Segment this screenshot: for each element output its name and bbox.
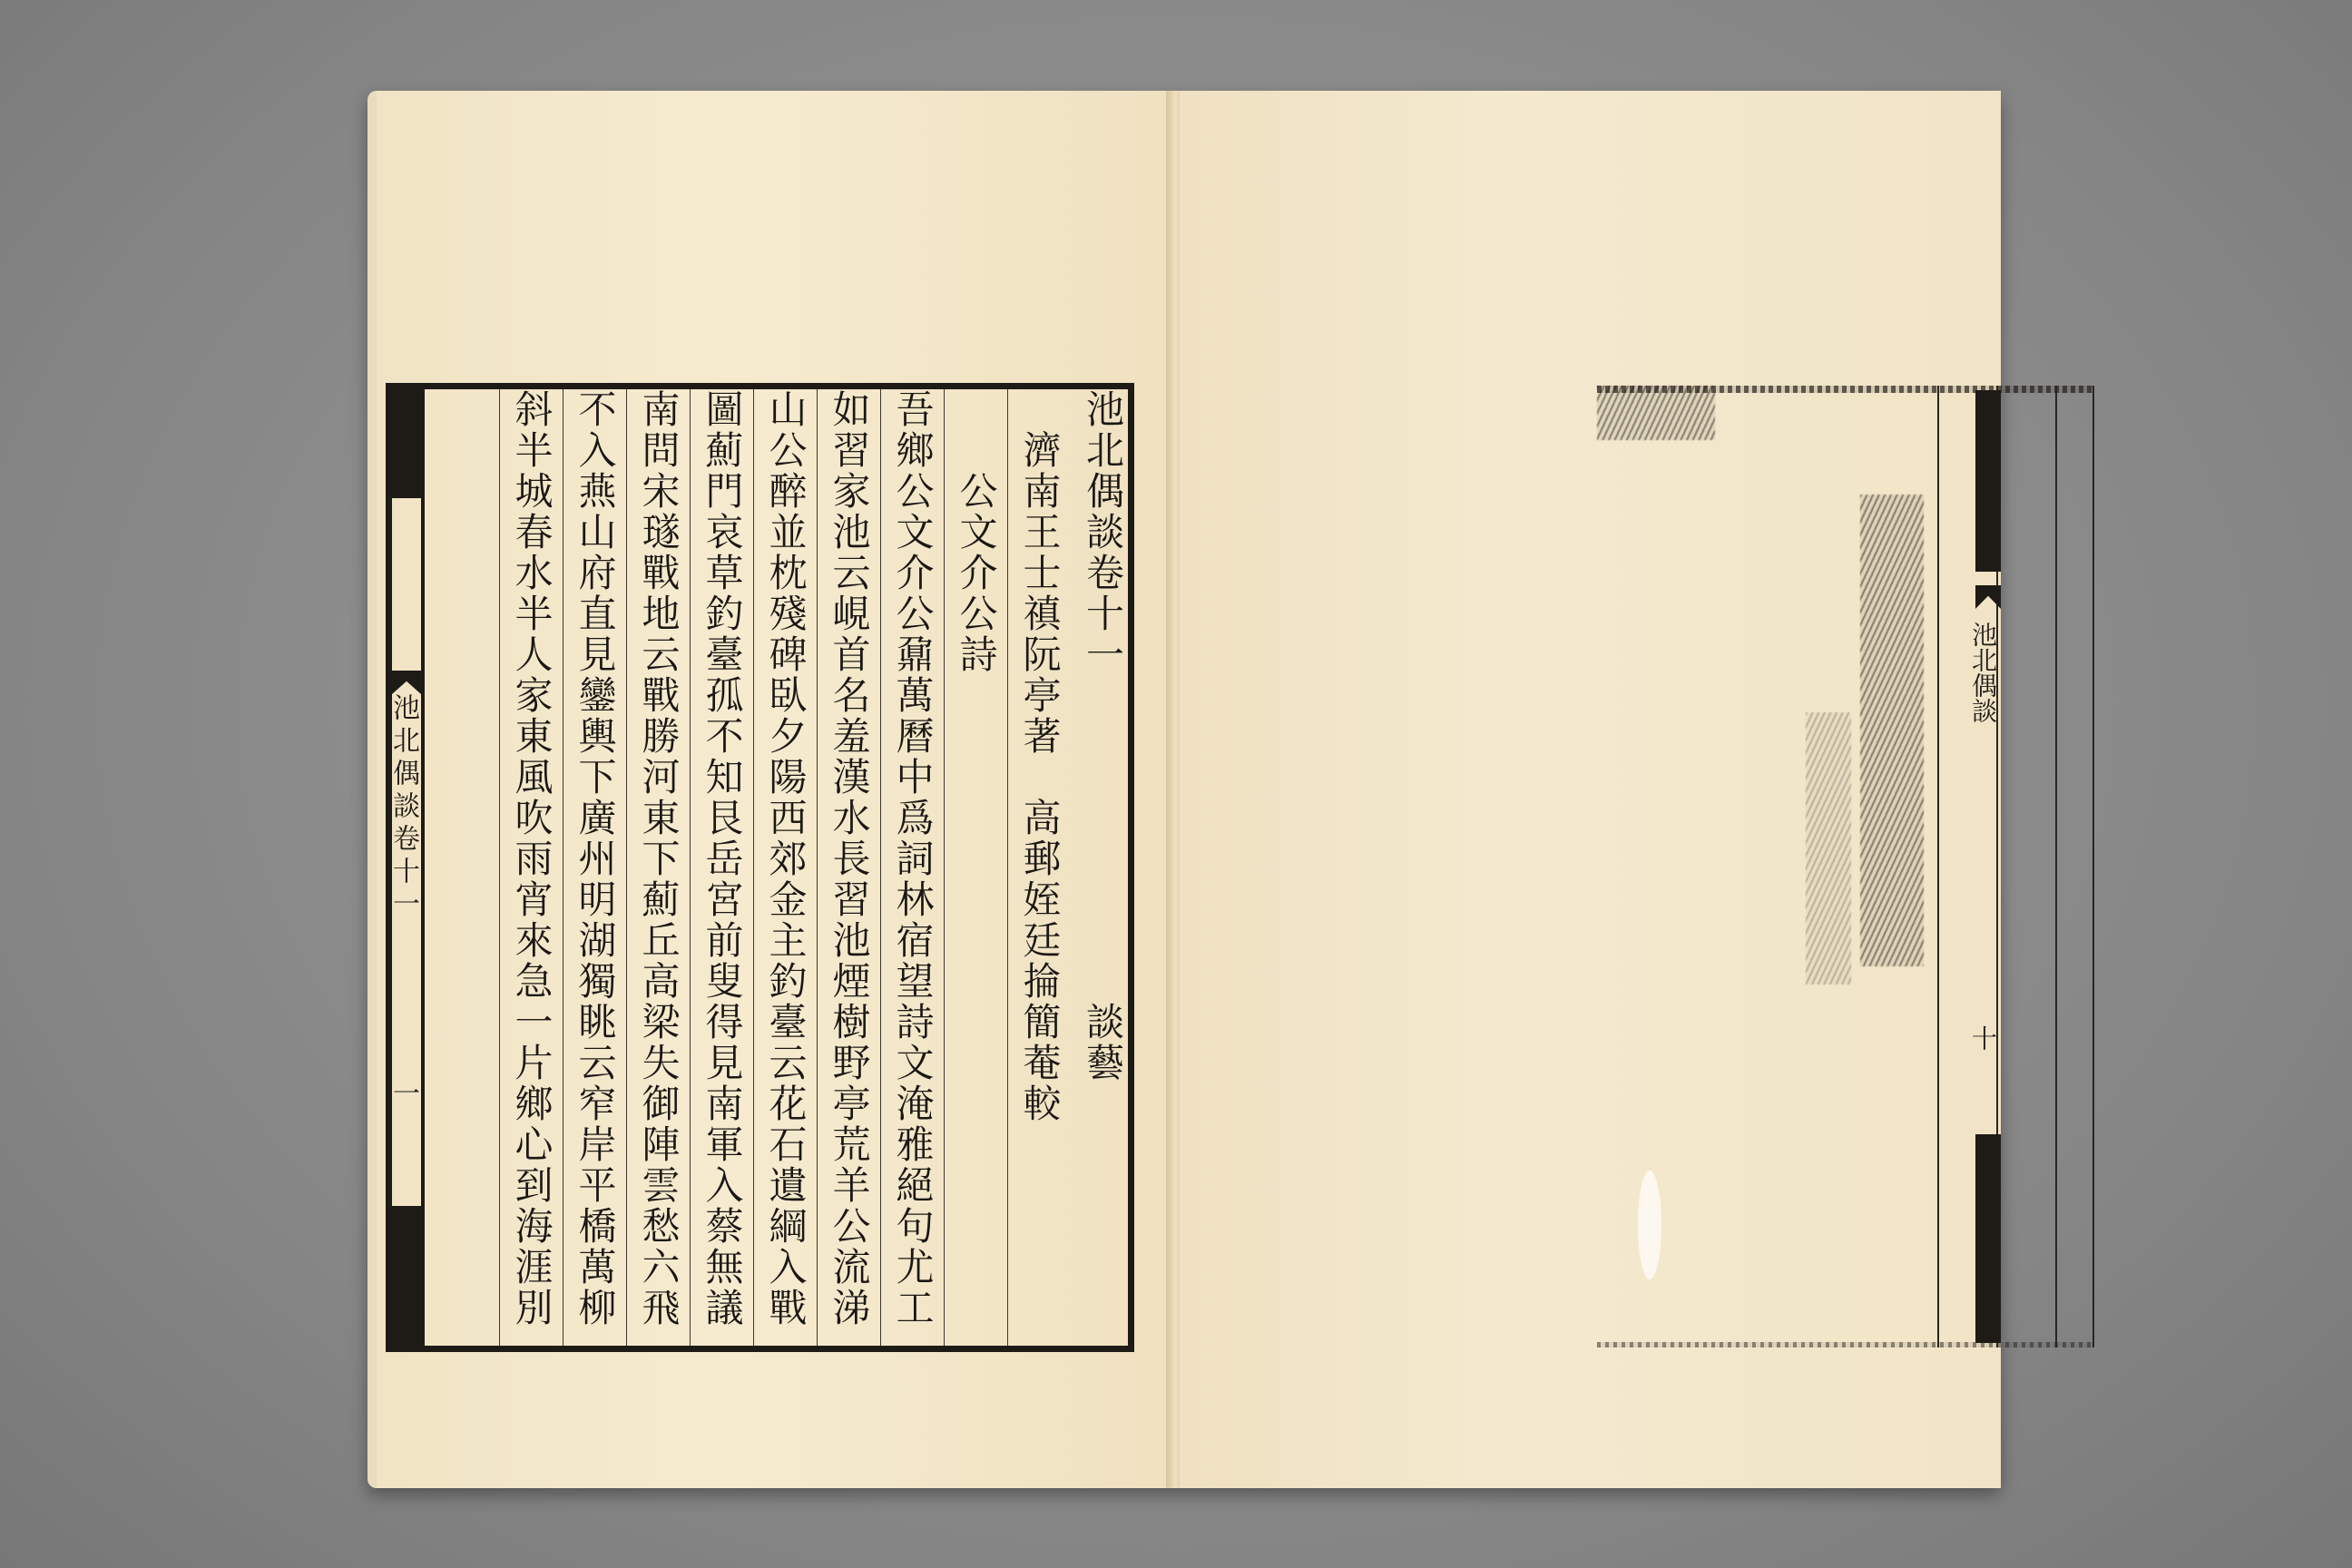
column-title (1071, 389, 1134, 1346)
block-heart (387, 389, 425, 1346)
text-column (817, 389, 880, 1346)
heart-black-band-lower (392, 1206, 421, 1351)
column-text: 斜半城春水半人家東風吹雨宵來急一片鄉心到海涯別 (509, 389, 554, 1328)
edge-page-number: 十 (1968, 1025, 1998, 1051)
text-column (880, 389, 944, 1346)
edge-black-band-lower (1975, 1134, 2001, 1343)
left-page (377, 91, 1177, 1488)
column-text: 吾鄉公文介公鼐萬曆中爲詞林宿望詩文淹雅絕句尤工 (890, 389, 936, 1328)
text-column (690, 389, 753, 1346)
frame-bottom-border (1597, 1342, 2094, 1348)
column-text: 山公醉並枕殘碑臥夕陽西郊金主釣臺云花石遺綱入戰 (763, 389, 808, 1328)
column-subheading (944, 389, 1007, 1346)
subheading: 公文介公詩 (954, 389, 999, 675)
heart-page-number: 一 (387, 1079, 419, 1106)
text-column (626, 389, 690, 1346)
printed-frame (386, 383, 1134, 1352)
frame-rule (1937, 386, 1939, 1348)
text-column (499, 389, 563, 1346)
right-page (1180, 91, 2001, 1488)
frame-rule (2092, 386, 2094, 1348)
frame-rule (2055, 386, 2057, 1348)
ink-smudge (1860, 495, 1924, 966)
paper-stain (1638, 1171, 1661, 1279)
heart-title: 池北偶談卷十一 (387, 693, 419, 922)
text-column (753, 389, 817, 1346)
column-text: 如習家池云峴首名羞漢水長習池煙樹野亭荒羊公流涕 (827, 389, 872, 1328)
column-text: 不入燕山府直見鑾輿下廣州明湖獨眺云窄岸平橋萬柳 (573, 389, 618, 1328)
text-column (563, 389, 626, 1346)
edge-title: 池北偶談 (1968, 622, 1998, 723)
book-title: 池北偶談卷十一 談藝 (1081, 389, 1125, 1083)
text-columns (428, 389, 1128, 1346)
ink-smudge (1597, 386, 1715, 440)
edge-black-band (1975, 390, 2001, 572)
column-text: 南問宋璲戰地云戰勝河東下薊丘高梁失御陣雲愁六飛 (636, 389, 681, 1328)
column-author (1007, 389, 1071, 1346)
author-line: 濟南王士禛阮亭著 高郵姪廷掄簡菴較 (1017, 389, 1063, 1124)
faint-printed-frame (1597, 386, 2094, 1348)
heart-black-band (392, 389, 421, 498)
column-text: 圖薊門哀草釣臺孤不知艮岳宮前叟得見南軍入蔡無議 (700, 389, 745, 1328)
fishtail-mark (392, 671, 421, 694)
ink-smudge (1806, 712, 1851, 985)
open-book (368, 91, 2001, 1488)
